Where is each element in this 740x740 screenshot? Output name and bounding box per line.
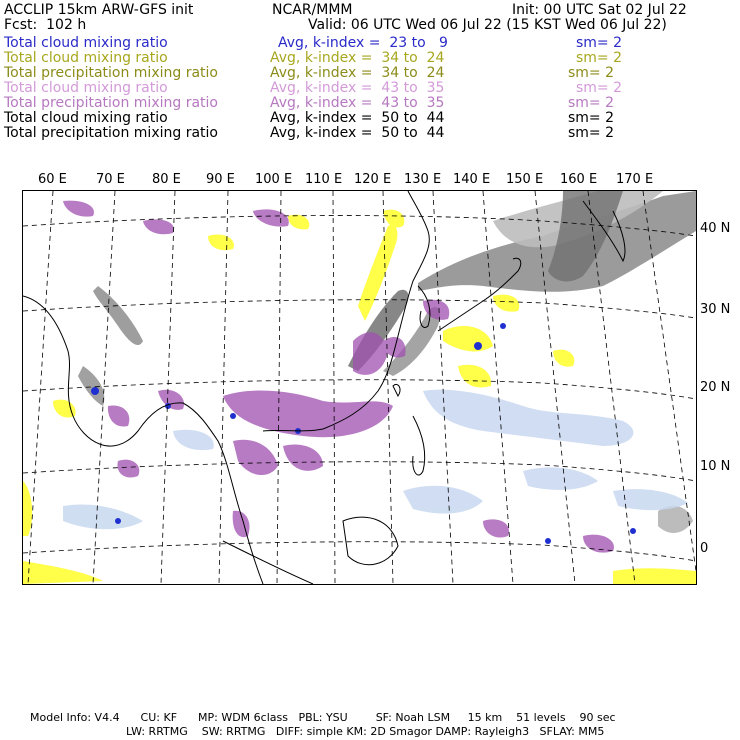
parallel-line <box>23 380 696 399</box>
meridian-line <box>161 191 175 584</box>
lon-label: 170 E <box>616 172 654 187</box>
yellow-patch <box>553 350 574 367</box>
lat-label: 30 N <box>700 302 731 317</box>
organization-label: NCAR/MMM <box>272 2 353 18</box>
lon-label: 60 E <box>38 172 67 187</box>
blue-core <box>230 413 236 419</box>
low-cloud-patch <box>403 486 483 514</box>
meridian-line <box>333 191 335 584</box>
field-k-index: Avg, k-index = 43 to 35 <box>270 80 445 96</box>
lon-label: 130 E <box>404 172 442 187</box>
field-name: Total precipitation mixing ratio <box>4 125 218 141</box>
field-name: Total precipitation mixing ratio <box>4 95 218 111</box>
field-k-index: Avg, k-index = 50 to 44 <box>270 125 445 141</box>
lat-label: 0 <box>700 541 709 556</box>
lon-label: 150 E <box>506 172 544 187</box>
blue-core <box>630 528 636 534</box>
high-cloud-band <box>93 286 143 345</box>
model-title: ACCLIP 15km ARW-GFS init <box>4 2 194 18</box>
blue-core <box>500 323 506 329</box>
lon-label: 80 E <box>152 172 181 187</box>
yellow-patch <box>383 210 404 228</box>
yellow-patch <box>493 295 519 312</box>
meridian-line <box>433 191 453 584</box>
coastline-borneo <box>343 517 398 565</box>
field-smoothing: sm= 2 <box>576 50 623 66</box>
coastline-sumatra <box>223 541 313 584</box>
meridian-line <box>277 191 281 584</box>
meridian-line <box>28 191 53 584</box>
purple-patch <box>143 219 174 234</box>
low-cloud-patch <box>613 489 688 510</box>
yellow-patch <box>458 365 491 388</box>
high-cloud-band <box>658 506 693 533</box>
forecast-hour: Fcst: 102 h <box>4 17 87 33</box>
lon-label: 70 E <box>96 172 125 187</box>
lon-label: 110 E <box>305 172 343 187</box>
yellow-patch <box>208 234 234 250</box>
blue-core <box>115 518 121 524</box>
model-info-line1: Model Info: V4.4 CU: KF MP: WDM 6class PBL: YSU SF: Noah LSM 15 km 51 levels 90 sec <box>30 711 616 724</box>
field-k-index: Avg, k-index = 43 to 35 <box>270 95 445 111</box>
yellow-patch <box>443 326 493 351</box>
lon-label: 120 E <box>354 172 392 187</box>
model-info-line2: LW: RRTMG SW: RRTMG DIFF: simple KM: 2D Smagor DAMP: Rayleigh3 SFLAY: MM5 <box>126 725 605 738</box>
field-smoothing: sm= 2 <box>568 65 615 81</box>
field-k-index: Avg, k-index = 34 to 24 <box>270 65 445 81</box>
lon-label: 160 E <box>560 172 598 187</box>
yellow-patch <box>23 481 32 536</box>
purple-patch <box>483 519 509 537</box>
field-name: Total cloud mixing ratio <box>4 80 168 96</box>
field-name: Total cloud mixing ratio <box>4 110 168 126</box>
field-k-index: Avg, k-index = 34 to 24 <box>270 50 445 66</box>
coastline-taiwan <box>393 384 400 396</box>
field-name: Total cloud mixing ratio <box>4 35 168 51</box>
forecast-map <box>22 190 697 585</box>
lat-label: 20 N <box>700 380 731 395</box>
purple-patch <box>117 460 139 478</box>
low-cloud-patch <box>173 430 214 450</box>
purple-patch <box>253 209 289 226</box>
purple-patch <box>233 440 278 475</box>
lon-label: 140 E <box>453 172 491 187</box>
coastline-asia <box>23 296 263 584</box>
yellow-patch <box>23 561 103 584</box>
map-canvas <box>23 191 696 584</box>
lat-label: 40 N <box>700 221 731 236</box>
blue-core <box>474 342 482 350</box>
low-cloud-patch <box>63 504 143 529</box>
high-cloud-band <box>78 366 104 406</box>
blue-core <box>91 387 99 395</box>
lon-label: 90 E <box>206 172 235 187</box>
field-smoothing: sm= 2 <box>576 80 623 96</box>
lon-label: 100 E <box>255 172 293 187</box>
coastline-philippines <box>413 416 425 475</box>
field-smoothing: sm= 2 <box>568 125 615 141</box>
field-smoothing: sm= 2 <box>568 110 615 126</box>
valid-time: Valid: 06 UTC Wed 06 Jul 22 (15 KST Wed 06 Jul 22) <box>308 17 667 33</box>
field-name: Total cloud mixing ratio <box>4 50 168 66</box>
field-k-index: Avg, k-index = 23 to 9 <box>278 35 448 51</box>
yellow-patch <box>613 568 696 584</box>
purple-patch <box>108 405 129 426</box>
yellow-patch <box>288 215 309 230</box>
purple-patch <box>63 201 94 217</box>
field-smoothing: sm= 2 <box>576 35 623 51</box>
low-cloud-patch <box>423 390 633 446</box>
low-cloud-patch <box>523 467 598 490</box>
init-time: Init: 00 UTC Sat 02 Jul 22 <box>512 2 687 18</box>
lat-label: 10 N <box>700 459 731 474</box>
field-k-index: Avg, k-index = 50 to 44 <box>270 110 445 126</box>
field-smoothing: sm= 2 <box>568 95 615 111</box>
blue-core <box>545 538 551 544</box>
purple-patch <box>283 445 323 471</box>
field-name: Total precipitation mixing ratio <box>4 65 218 81</box>
